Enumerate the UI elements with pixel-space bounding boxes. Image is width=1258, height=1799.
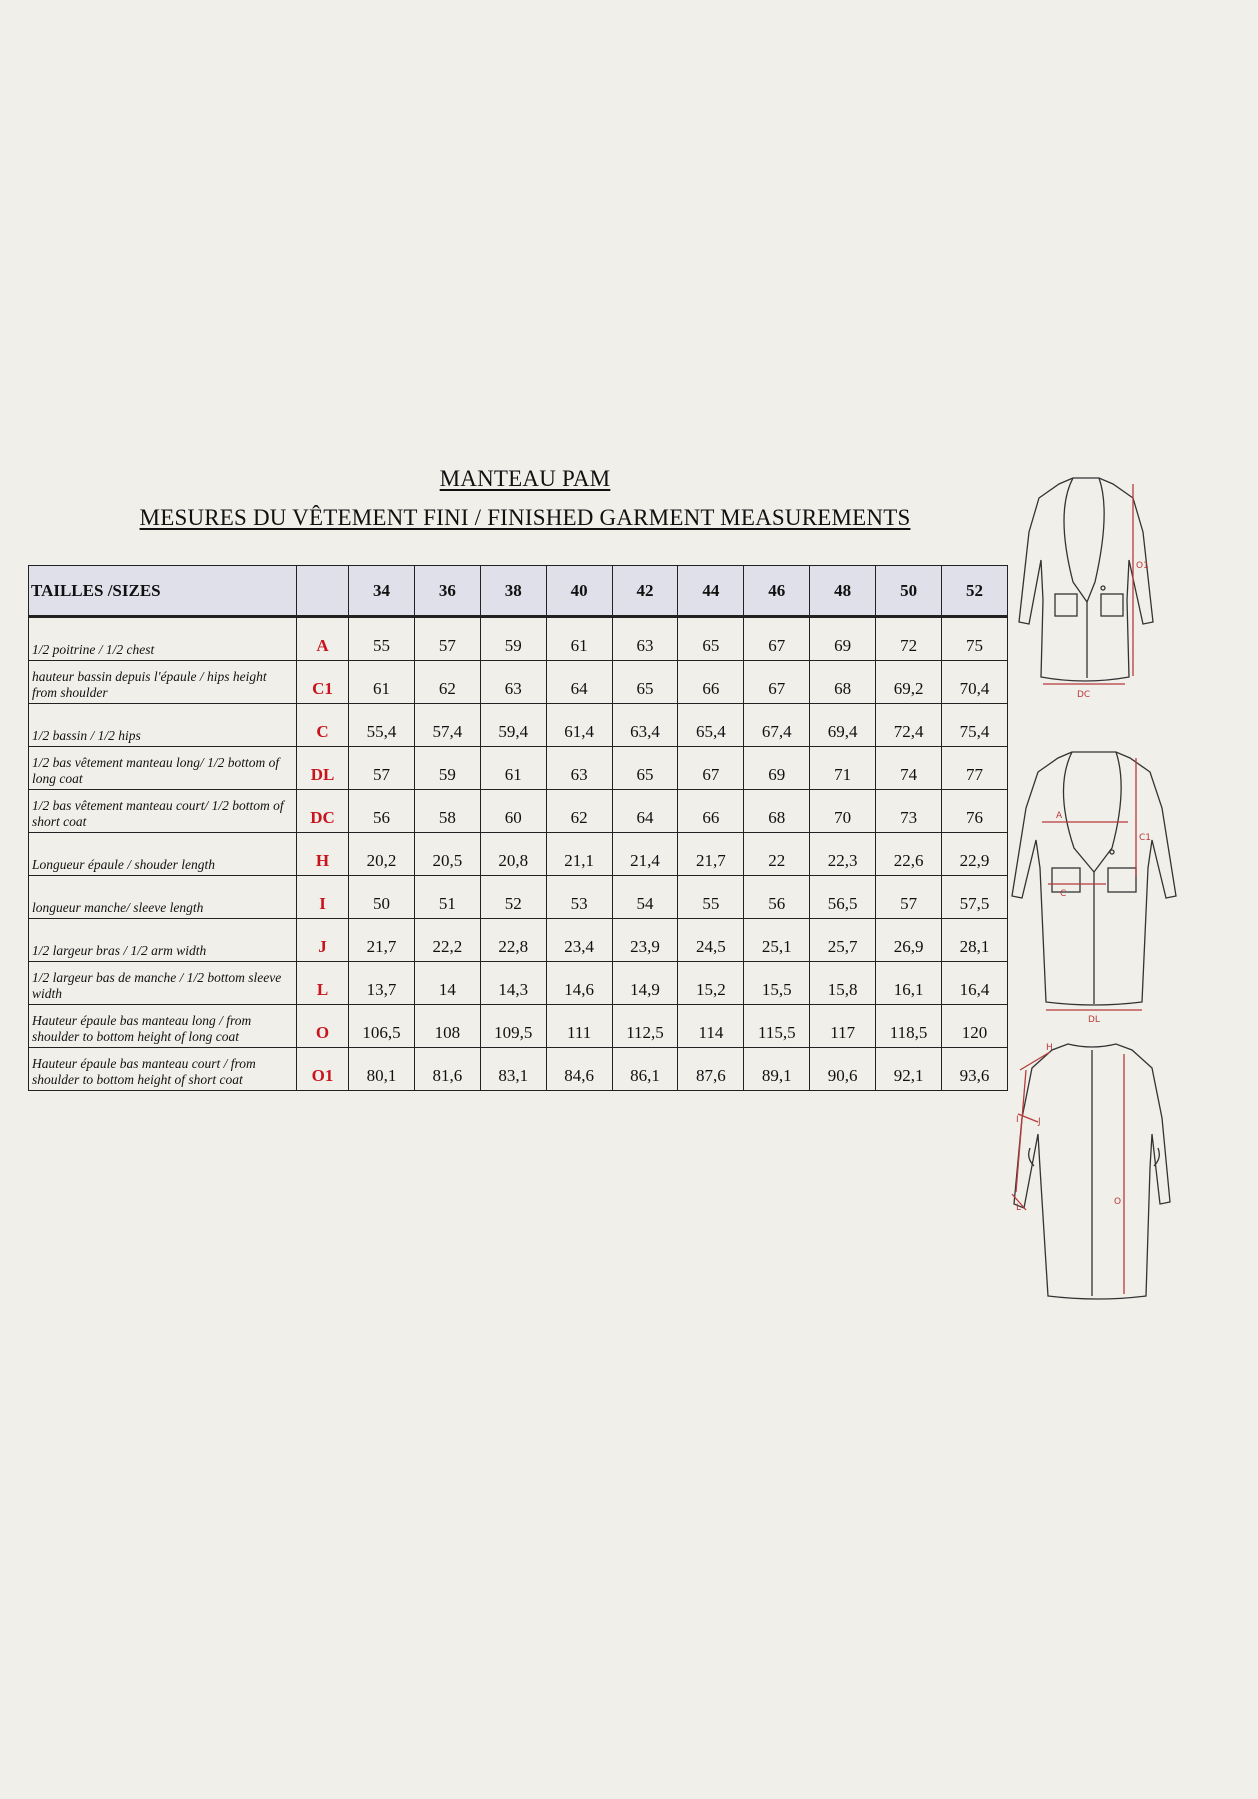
table-header-row [29,566,1008,617]
measurement-value: 21,7 [678,833,744,876]
measurement-value: 23,4 [546,919,612,962]
measurement-value: 74 [876,747,942,790]
measurement-value: 25,1 [744,919,810,962]
measurement-code: C1 [297,661,349,704]
measurement-value: 77 [942,747,1008,790]
back-coat-h-measure [1020,1052,1050,1070]
long-coat-label: C [1060,889,1067,899]
measurement-code: H [297,833,349,876]
measurement-value: 68 [810,661,876,704]
size-header: 36 [414,566,480,617]
measurement-value: 14,3 [480,962,546,1005]
measurement-label: longueur manche/ sleeve length [29,876,297,919]
measurement-value: 114 [678,1005,744,1048]
measurement-value: 53 [546,876,612,919]
long-coat-label: C1 [1139,833,1152,843]
back-coat-label: I [1016,1115,1019,1125]
measurement-value: 15,5 [744,962,810,1005]
measurement-value: 14 [414,962,480,1005]
measurement-value: 83,1 [480,1048,546,1091]
size-header: 38 [480,566,546,617]
measurement-label: hauteur bassin depuis l'épaule / hips height from shoulder [29,661,297,704]
measurement-value: 66 [678,661,744,704]
short-coat-button [1101,586,1105,590]
measurement-value: 67 [744,661,810,704]
measurement-value: 108 [414,1005,480,1048]
measurement-value: 67 [744,617,810,661]
measurement-value: 26,9 [876,919,942,962]
size-header: 42 [612,566,678,617]
back-coat-label: H [1046,1043,1053,1053]
measurement-value: 63 [480,661,546,704]
measurement-value: 55 [349,617,415,661]
measurement-value: 15,8 [810,962,876,1005]
measurement-label: 1/2 bassin / 1/2 hips [29,704,297,747]
measurement-label: 1/2 bas vêtement manteau court/ 1/2 bottom of short coat [29,790,297,833]
measurement-value: 117 [810,1005,876,1048]
measurement-label: Hauteur épaule bas manteau long / from shoulder to bottom height of long coat [29,1005,297,1048]
measurement-value: 70 [810,790,876,833]
table-row [29,661,1008,704]
measurement-value: 56 [349,790,415,833]
short-coat-pocket-right [1101,594,1123,616]
measurement-value: 61,4 [546,704,612,747]
measurement-value: 56 [744,876,810,919]
measurement-label: 1/2 bas vêtement manteau long/ 1/2 bottom of long coat [29,747,297,790]
measurement-value: 62 [414,661,480,704]
measurement-label: 1/2 poitrine / 1/2 chest [29,617,297,661]
table-row [29,790,1008,833]
table-row [29,833,1008,876]
measurement-value: 63 [612,617,678,661]
measurement-value: 59 [480,617,546,661]
measurement-value: 71 [810,747,876,790]
measurement-label: 1/2 largeur bas de manche / 1/2 bottom sleeve width [29,962,297,1005]
measurement-value: 92,1 [876,1048,942,1091]
measurements-table [28,565,1008,1091]
measurement-value: 52 [480,876,546,919]
measurement-value: 57 [414,617,480,661]
sizes-header-label: TAILLES /SIZES [29,566,297,617]
measurement-code: DC [297,790,349,833]
measurement-value: 22,9 [942,833,1008,876]
long-coat-button [1110,850,1114,854]
measurement-value: 14,9 [612,962,678,1005]
measurement-value: 55 [678,876,744,919]
page-subtitle: MESURES DU VÊTEMENT FINI / FINISHED GARMENT MEASUREMENTS [139,505,911,530]
short-coat-label: DC [1077,690,1091,700]
measurement-value: 69,4 [810,704,876,747]
table-row [29,747,1008,790]
measurement-value: 59,4 [480,704,546,747]
measurement-value: 76 [942,790,1008,833]
long-coat-pocket-right [1108,868,1136,892]
measurement-value: 14,6 [546,962,612,1005]
table-row [29,1048,1008,1091]
measurement-value: 56,5 [810,876,876,919]
measurement-value: 87,6 [678,1048,744,1091]
measurement-value: 80,1 [349,1048,415,1091]
measurement-code: A [297,617,349,661]
measurement-value: 65,4 [678,704,744,747]
measurement-value: 57,4 [414,704,480,747]
measurement-value: 89,1 [744,1048,810,1091]
table-row [29,1005,1008,1048]
measurement-value: 22 [744,833,810,876]
back-coat-label: O [1114,1197,1122,1207]
measurement-value: 15,2 [678,962,744,1005]
measurement-code: O [297,1005,349,1048]
back-coat-i-measure [1016,1070,1026,1192]
measurement-value: 20,8 [480,833,546,876]
measurement-value: 20,5 [414,833,480,876]
measurement-value: 22,2 [414,919,480,962]
measurement-value: 69 [810,617,876,661]
size-header: 40 [546,566,612,617]
measurement-value: 55,4 [349,704,415,747]
measurement-value: 115,5 [744,1005,810,1048]
measurement-value: 65 [612,747,678,790]
measurement-value: 120 [942,1005,1008,1048]
measurement-value: 70,4 [942,661,1008,704]
measurement-value: 58 [414,790,480,833]
measurement-value: 72,4 [876,704,942,747]
measurement-value: 73 [876,790,942,833]
measurement-value: 84,6 [546,1048,612,1091]
size-header: 46 [744,566,810,617]
measurement-value: 65 [612,661,678,704]
measurement-value: 21,4 [612,833,678,876]
measurement-value: 68 [744,790,810,833]
measurement-value: 57,5 [942,876,1008,919]
measurement-label: Longueur épaule / shouder length [29,833,297,876]
measurement-value: 112,5 [612,1005,678,1048]
measurement-value: 21,1 [546,833,612,876]
long-coat-back-sketch [1010,1038,1174,1304]
measurement-value: 86,1 [612,1048,678,1091]
long-coat-front-sketch [1008,748,1178,1024]
measurement-value: 118,5 [876,1005,942,1048]
measurement-code: DL [297,747,349,790]
measurement-value: 72 [876,617,942,661]
measurement-value: 22,8 [480,919,546,962]
measurement-value: 61 [546,617,612,661]
measurement-value: 69 [744,747,810,790]
long-coat-label: DL [1088,1015,1100,1024]
measurement-value: 69,2 [876,661,942,704]
measurement-value: 67,4 [744,704,810,747]
measurement-code: I [297,876,349,919]
short-coat-label: O1 [1136,561,1149,571]
measurement-value: 62 [546,790,612,833]
measurement-value: 63 [546,747,612,790]
measurement-value: 23,9 [612,919,678,962]
measurement-value: 111 [546,1005,612,1048]
measurement-value: 109,5 [480,1005,546,1048]
code-header [297,566,349,617]
table-row [29,962,1008,1005]
measurement-code: L [297,962,349,1005]
back-coat-darts [1029,1148,1160,1166]
measurement-value: 75 [942,617,1008,661]
measurement-value: 64 [546,661,612,704]
measurement-code: J [297,919,349,962]
measurement-value: 66 [678,790,744,833]
measurement-value: 59 [414,747,480,790]
short-coat-lapels [1064,478,1104,602]
measurement-value: 57 [876,876,942,919]
back-coat-j-measure [1018,1114,1038,1122]
size-header: 44 [678,566,744,617]
table-row [29,876,1008,919]
measurements-body [29,617,1008,1091]
short-coat-sketch [1015,472,1185,704]
measurement-value: 16,4 [942,962,1008,1005]
measurement-value: 81,6 [414,1048,480,1091]
measurement-value: 65 [678,617,744,661]
size-header: 48 [810,566,876,617]
measurement-value: 64 [612,790,678,833]
short-coat-pocket-left [1055,594,1077,616]
measurement-value: 60 [480,790,546,833]
measurement-label: 1/2 largeur bras / 1/2 arm width [29,919,297,962]
page-title: MANTEAU PAM [439,466,611,491]
measurement-value: 93,6 [942,1048,1008,1091]
measurement-value: 24,5 [678,919,744,962]
measurement-value: 63,4 [612,704,678,747]
measurement-value: 90,6 [810,1048,876,1091]
back-coat-label: J [1038,1117,1041,1127]
measurement-value: 16,1 [876,962,942,1005]
measurement-value: 61 [480,747,546,790]
measurement-value: 51 [414,876,480,919]
measurement-value: 106,5 [349,1005,415,1048]
measurement-code: O1 [297,1048,349,1091]
measurement-value: 54 [612,876,678,919]
measurement-label: Hauteur épaule bas manteau court / from shoulder to bottom height of short coat [29,1048,297,1091]
table-row [29,704,1008,747]
table-row [29,617,1008,661]
size-header: 52 [942,566,1008,617]
size-header: 34 [349,566,415,617]
measurement-value: 25,7 [810,919,876,962]
measurement-value: 22,6 [876,833,942,876]
measurement-value: 67 [678,747,744,790]
measurement-code: C [297,704,349,747]
measurement-value: 20,2 [349,833,415,876]
measurement-value: 28,1 [942,919,1008,962]
measurement-value: 61 [349,661,415,704]
measurement-value: 57 [349,747,415,790]
measurement-value: 75,4 [942,704,1008,747]
measurement-value: 13,7 [349,962,415,1005]
table-row [29,919,1008,962]
back-coat-label: L [1016,1203,1022,1213]
measurement-value: 22,3 [810,833,876,876]
size-header: 50 [876,566,942,617]
measurement-value: 50 [349,876,415,919]
long-coat-label: A [1056,811,1063,821]
measurement-value: 21,7 [349,919,415,962]
